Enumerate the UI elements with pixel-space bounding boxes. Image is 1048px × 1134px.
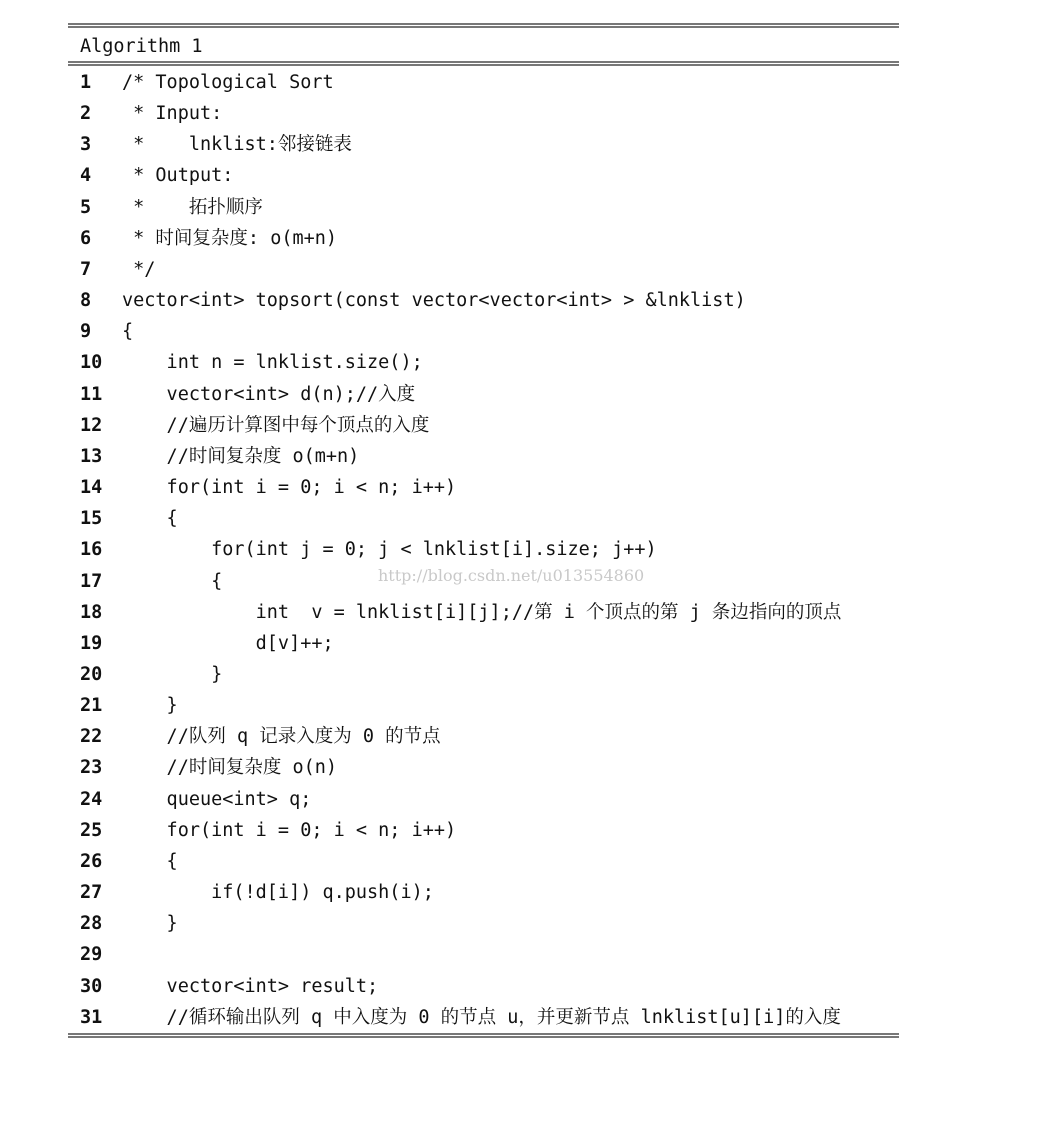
code-line (68, 846, 899, 877)
code-text: vector<int> result; (122, 975, 379, 997)
algorithm-title: Algorithm 1 (80, 36, 203, 57)
code-text: int n = lnklist.size(); (122, 352, 423, 374)
code-line (68, 690, 899, 721)
code-text: /* Topological Sort (122, 72, 334, 93)
code-text: } (122, 695, 178, 717)
line-number: 17 (80, 570, 103, 592)
code-text: if(!d[i]) q.push(i); (122, 882, 434, 904)
code-text: //时间复杂度 o(n) (122, 757, 338, 779)
code-text: */ (122, 258, 156, 280)
code-line (68, 721, 899, 752)
code-text: for(int i = 0; i < n; i++) (122, 819, 457, 841)
code-line (68, 534, 899, 565)
code-line (68, 410, 899, 441)
line-number: 11 (80, 383, 103, 405)
code-line (68, 192, 899, 223)
code-line (68, 285, 899, 316)
code-text: //循环输出队列 q 中入度为 0 的节点 u，并更新节点 lnklist[u][i]的入度 (122, 1006, 841, 1028)
line-number: 27 (80, 882, 103, 904)
line-number: 24 (80, 788, 103, 810)
line-number: 22 (80, 726, 103, 748)
line-number: 30 (80, 975, 103, 997)
code-text: vector<int> d(n);//入度 (122, 383, 416, 405)
code-text: * Output: (122, 165, 234, 187)
code-text: } (122, 663, 223, 685)
line-number: 25 (80, 819, 103, 841)
line-number: 31 (80, 1006, 103, 1028)
code-text: * 拓扑顺序 (122, 196, 263, 218)
line-number: 10 (80, 352, 103, 374)
code-text: int v = lnklist[i][j];//第 i 个顶点的第 j 条边指向的顶点 (122, 601, 842, 623)
code-line (68, 628, 899, 659)
code-line (68, 939, 899, 970)
code-text: * lnklist:邻接链表 (122, 134, 352, 156)
line-number: 5 (80, 196, 92, 218)
code-line (68, 503, 899, 534)
line-number: 4 (80, 165, 92, 187)
code-line (68, 98, 899, 129)
line-number: 20 (80, 663, 103, 685)
code-line (68, 67, 899, 98)
code-text: } (122, 913, 178, 935)
code-text: for(int i = 0; i < n; i++) (122, 477, 457, 499)
line-number: 14 (80, 477, 103, 499)
line-number: 13 (80, 445, 103, 467)
code-text: * 时间复杂度: o(m+n) (122, 227, 338, 249)
line-number: 2 (80, 103, 92, 125)
code-line (68, 659, 899, 690)
line-number: 15 (80, 508, 103, 530)
code-line (68, 441, 899, 472)
code-line (68, 379, 899, 410)
code-text: { (122, 570, 223, 592)
watermark: http://blog.csdn.net/u013554860 (378, 566, 645, 585)
line-number: 23 (80, 757, 103, 779)
line-number: 6 (80, 227, 92, 249)
code-line (68, 316, 899, 347)
code-text: { (122, 850, 178, 872)
line-number: 9 (80, 321, 92, 343)
code-line (68, 971, 899, 1002)
code-lines (68, 66, 899, 1033)
line-number: 26 (80, 850, 103, 872)
code-line (68, 752, 899, 783)
code-text: { (122, 321, 134, 343)
line-number: 1 (80, 72, 92, 93)
code-text: * Input: (122, 103, 223, 125)
line-number: 29 (80, 944, 103, 966)
line-number: 19 (80, 632, 103, 654)
code-line (68, 1002, 899, 1033)
code-line (68, 908, 899, 939)
code-line (68, 815, 899, 846)
line-number: 21 (80, 695, 103, 717)
line-number: 16 (80, 539, 103, 561)
line-number: 7 (80, 258, 92, 280)
code-text: vector<int> topsort(const vector<vector<int> > &lnklist) (122, 290, 746, 312)
line-number: 3 (80, 134, 92, 156)
code-line (68, 877, 899, 908)
line-number: 12 (80, 414, 103, 436)
code-line (68, 129, 899, 160)
code-line (68, 597, 899, 628)
line-number: 8 (80, 290, 92, 312)
algorithm-block (68, 23, 899, 1038)
code-line (68, 160, 899, 191)
code-line (68, 223, 899, 254)
line-number: 28 (80, 913, 103, 935)
code-line (68, 254, 899, 285)
code-line (68, 347, 899, 378)
code-text: for(int j = 0; j < lnklist[i].size; j++) (122, 539, 657, 561)
code-line (68, 784, 899, 815)
code-text: { (122, 508, 178, 530)
code-text: //遍历计算图中每个顶点的入度 (122, 414, 430, 436)
code-text: d[v]++; (122, 632, 334, 654)
code-text: //队列 q 记录入度为 0 的节点 (122, 726, 441, 748)
code-text: //时间复杂度 o(m+n) (122, 445, 360, 467)
code-text: queue<int> q; (122, 788, 312, 810)
bottom-rule (68, 1033, 899, 1038)
line-number: 18 (80, 601, 103, 623)
code-line (68, 472, 899, 503)
